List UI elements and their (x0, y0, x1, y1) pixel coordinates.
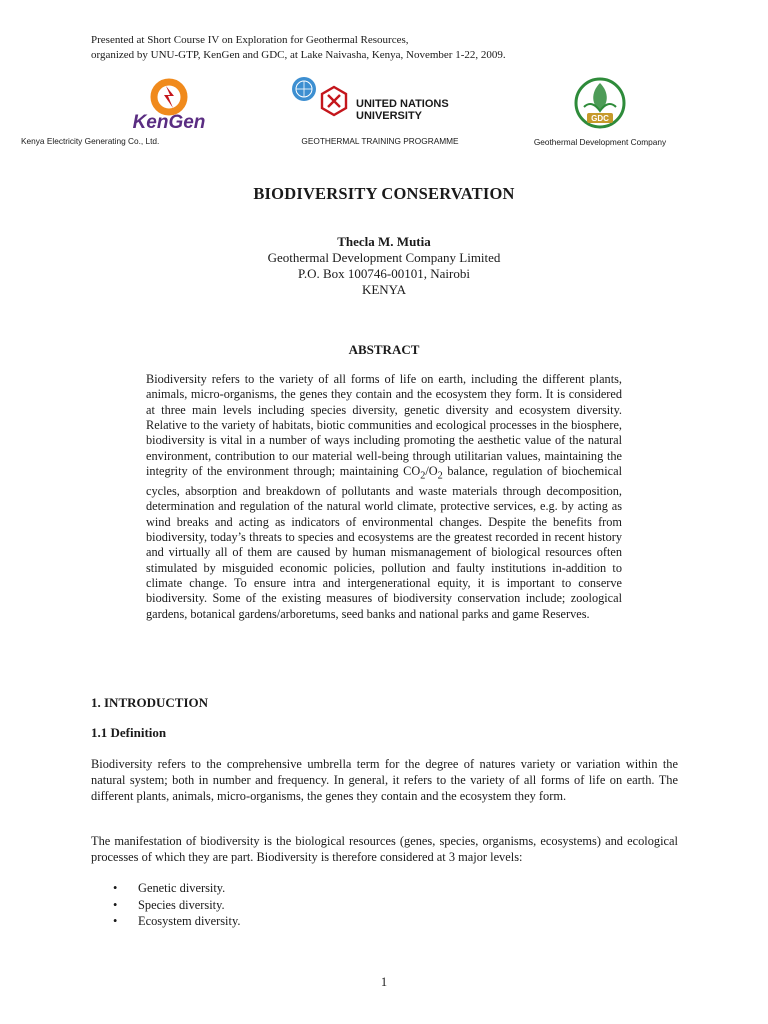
gdc-logo (520, 75, 680, 131)
presentation-note-line2: organized by UNU-GTP, KenGen and GDC, at Lake Naivasha, Kenya, November 1-22, 2009. (91, 49, 506, 61)
list-item (113, 897, 240, 914)
paper-title: BIODIVERSITY CONSERVATION (253, 184, 515, 203)
page-number: 1 (380, 975, 388, 989)
diversity-levels-list (113, 880, 240, 930)
author-name: Thecla M. Mutia (337, 234, 431, 249)
definition-paragraph-1: Biodiversity refers to the comprehensive umbrella term for the degree of natures variety or variation within the natural system; both in number and frequency. In general, it refers to the variety of all forms of life on earth. The different plants, animals, micro-organisms, the genes they contain and the ecosystem they form. (91, 757, 678, 803)
presentation-note (91, 33, 506, 63)
kengen-caption: Kenya Electricity Generating Co., Ltd. (21, 136, 160, 146)
gdc-mark: GDC (591, 114, 609, 123)
abstract-subscript-2: 2 (437, 470, 443, 482)
section-heading-introduction: 1. INTRODUCTION (91, 695, 209, 710)
list-item-text: Genetic diversity. (138, 881, 226, 895)
gdc-logo-block (520, 75, 680, 147)
un-emblem-icon (292, 77, 316, 101)
kengen-logo (91, 75, 251, 131)
author-country: KENYA (361, 282, 407, 297)
author-organization: Geothermal Development Company Limited (267, 250, 501, 265)
bullet-icon: • (113, 914, 118, 928)
unu-emblem-icon (322, 87, 346, 115)
presentation-note-line1: Presented at Short Course IV on Exploration for Geothermal Resources, (91, 34, 409, 46)
abstract-text-part2: balance, regulation of biochemical cycles, absorption and breakdown of pollutants and waste materials through decomposition, determination and regulation of the natural world climate, protective services, e.g. by acting as wind breaks and acting as indicators of environmental changes. Despite the benefits from biodiversity, today’s threats to species and ecosystems are the greatest recorded in recent history and virtually all of them are caused by human mismanagement of biological resources often stimulated by misguided economic policies, pollution and faulty institutions in-addition to climate change. To ensure intra and intergenerational equity, it is important to conserve biodiversity. Some of the existing measures of biodiversity conservation include; zoological gardens, botanical gardens/arboretums, seed banks and national parks and game Reserves. (146, 464, 622, 621)
bullet-icon: • (113, 881, 118, 895)
list-item (113, 913, 240, 930)
author-address: P.O. Box 100746-00101, Nairobi (298, 266, 470, 281)
kengen-logo-block (21, 75, 251, 146)
abstract-slash: /O (425, 464, 438, 479)
list-item-text: Species diversity. (138, 897, 225, 912)
abstract-text-part1: Biodiversity refers to the variety of all forms of life on earth, including the different plants, animals, micro-organisms, the genes they contain and the ecosystem they form. It is considered at three main levels including species diversity, genetic diversity and ecosystem diversity. Relative to the variety of habitats, biotic communities and ecological processes in the biosphere, biodiversity is vital in a number of ways including promoting the aesthetic value of the natural environment, contribution to our material well-being through utilitarian values, maintaining the integrity of the environment through; maintaining CO (146, 372, 622, 479)
author-block (0, 234, 768, 298)
list-item (113, 880, 240, 897)
definition-paragraph-2: The manifestation of biodiversity is the biological resources (genes, species, organisms, ecosystems) and ecological processes of which they are part. Biodiversity is therefore considered at 3 major levels: (91, 834, 678, 864)
subsection-heading-definition: 1.1 Definition (91, 725, 167, 740)
unu-name-line1: UNITED NATIONS (356, 98, 449, 110)
kengen-wordmark: KenGen (132, 112, 206, 131)
abstract-heading: ABSTRACT (348, 342, 420, 357)
list-item-text: Ecosystem diversity. (138, 914, 241, 928)
abstract-subscript-1: 2 (420, 470, 426, 482)
unu-logo-block (290, 73, 470, 146)
unu-name-line2: UNIVERSITY (356, 110, 423, 122)
gdc-caption: Geothermal Development Company (533, 137, 667, 147)
abstract-body (146, 372, 622, 622)
bullet-icon: • (113, 897, 118, 912)
unu-caption: GEOTHERMAL TRAINING PROGRAMME (301, 136, 459, 146)
unu-logo (290, 73, 470, 129)
